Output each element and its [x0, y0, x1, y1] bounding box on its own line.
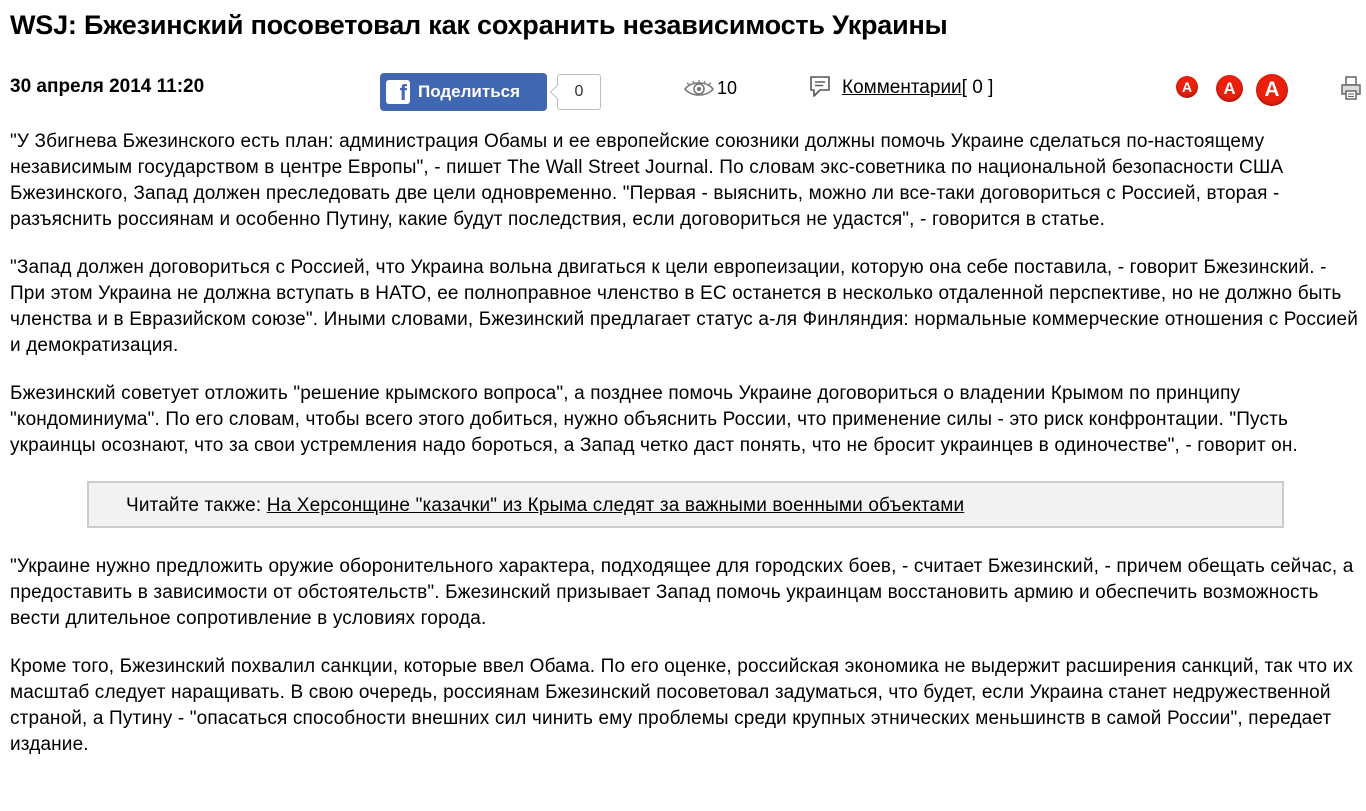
views-count: 10 [717, 78, 738, 98]
article-meta-bar [0, 70, 1366, 114]
article-paragraph: "Запад должен договориться с Россией, что Украина вольна двигаться к цели европеизации, которую она себе поставила, - говорит Бжезинский. - При этом Украина не должна вступать в НАТО, ее полноправное членство в ЕС останется в несколько отдаленной перспективе, но не должно быть членства и в Евразийском союзе". Иными словами, Бжезинский предлагает статус а-ля Финляндия: нормальные коммерческие отношения с Россией и демократизация. [10, 257, 1359, 356]
comments-link[interactable]: Комментарии [842, 77, 962, 98]
article-paragraph: Бжезинский советует отложить "решение крымского вопроса", а позднее помочь Украине договориться о владении Крымом по принципу "кондоминиума". По его словам, чтобы всего этого добиться, нужно объяснить России, что применение силы - это риск конфронтации. "Пусть украинцы осознают, что за свои устремления надо бороться, а Запад четко даст понять, что не бросит украинцев в одиночестве", - говорит он. [10, 383, 1298, 456]
print-icon[interactable] [1340, 75, 1362, 101]
article-paragraph: "У Збигнева Бжезинского есть план: администрация Обамы и ее европейские союзники должны помочь Украине сделаться по-настоящему независимым государством в центре Европы", - пишет The Wall Street Journal. По словам экс-советника по национальной безопасности США Бжезинского, Запад должен преследовать две цели одновременно. "Первая - выяснить, можно ли все-таки договориться с Россией, вторая - разъяснить россиянам и особенно Путину, какие будут последствия, если договориться не удастся", - говорится в статье. [10, 131, 1284, 230]
article-paragraph: Кроме того, Бжезинский похвалил санкции, которые ввел Обама. По его оценке, российская экономика не выдержит расширения санкций, так что их масштаб следует наращивать. В свою очередь, россиянам Бжезинский посоветовал задуматься, что будет, если Украина станет недружественной страной, а Путину - "опасаться способности внешних сил чинить ему проблемы среди крупных этнических меньшинств в самой России", передает издание. [10, 656, 1354, 755]
font-size-medium-button[interactable]: A [1216, 75, 1243, 102]
comments-block [808, 75, 993, 101]
publish-date: 30 апреля 2014 11:20 [10, 76, 205, 97]
read-also-link[interactable]: На Херсонщине "казачки" из Крыма следят за важными военными объектами [266, 495, 965, 516]
read-also-label: Читайте также: [126, 495, 262, 516]
article-paragraph: "Украине нужно предложить оружие оборонительного характера, подходящее для городских боев, - считает Бжезинский, - причем обещать сейчас, а предоставить в зависимости от обстоятельств". Бжезинский призывает Запад помочь украинцам восстановить армию и обеспечить возможность вести длительное сопротивление в условиях города. [10, 556, 1354, 629]
share-count: 0 [557, 74, 601, 110]
facebook-icon: f [386, 80, 410, 104]
font-size-small-button[interactable]: A [1176, 76, 1198, 98]
comments-count: [ 0 ] [961, 77, 994, 98]
article-body [10, 129, 1360, 780]
facebook-share-button[interactable] [380, 73, 547, 111]
read-also-box [87, 481, 1284, 528]
views-counter [683, 78, 737, 99]
comment-icon [808, 75, 832, 101]
article-title: WSJ: Бжезинский посоветовал как сохранить независимость Украины [10, 10, 948, 40]
share-label: Поделиться [418, 82, 521, 101]
font-size-large-button[interactable]: A [1256, 74, 1288, 106]
eye-icon [683, 80, 715, 98]
